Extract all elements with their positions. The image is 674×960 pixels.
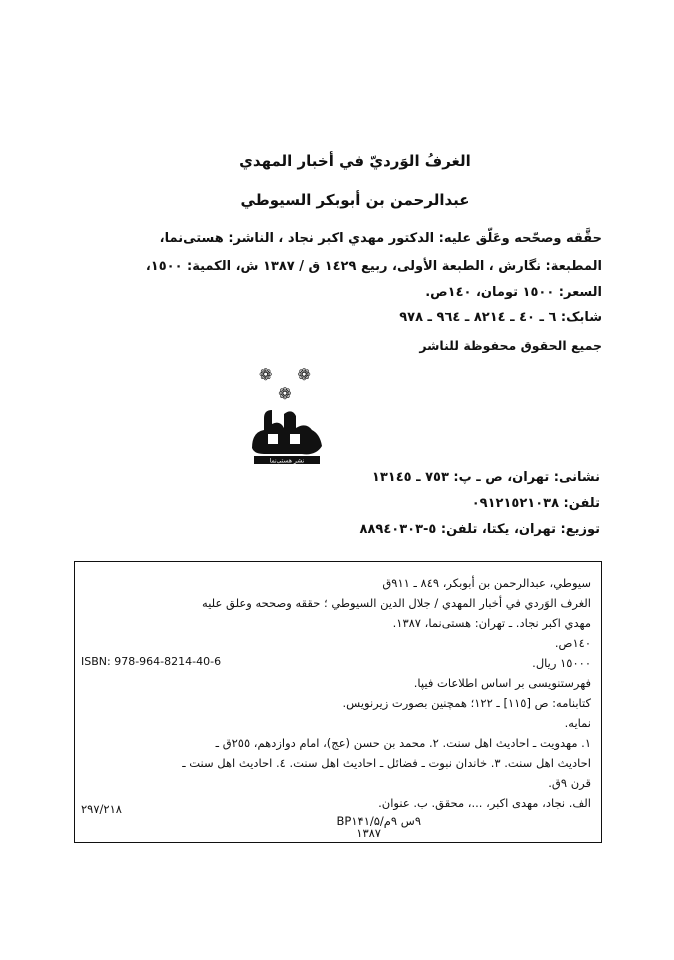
book-author: عبدالرحمن بن أبوبكر السيوطي <box>240 191 470 209</box>
publisher-logo-caption: نشر هستی‌نما <box>269 457 305 465</box>
catalog-title-line: الغرف الوَردي في أخبار المهدي / جلال الدين السيوطي ؛ حققه وصححه وعلق عليه <box>202 596 591 610</box>
catalog-added-entries: الف. نجاد، مهدى اكبر، ...، محقق. ب. عنوان. <box>378 796 591 810</box>
distribution-line: توزیع: تهران، یکتا، تلفن: ٥-٨٨٩٤٠٣٠٣ <box>359 522 600 537</box>
printing-details-line: المطبعة: نگارش ، الطبعة الأولى، ربيع ١٤٢٩ ق / ١٣٨٧ ش، الكمية: ١٥٠٠، <box>145 259 602 274</box>
copyright-notice: جميع الحقوق محفوظة للناشر <box>419 338 602 353</box>
catalog-imprint-line: مهدي اكبر نجاد. ـ تهران: هستى‌نما، ١٣٨٧. <box>392 616 591 630</box>
catalog-subjects-line-2: احاديث اهل سنت. ٣. خاندان نبوت ـ فضائل ـ احاديث اهل سنت. ٤. احاديث اهل سنت ـ <box>182 756 591 770</box>
catalog-subjects-line-1: ١. مهدويت ـ احاديث اهل سنت. ٢. محمد بن حسن (عج)، امام دوازدهم، ٢٥٥ق ـ <box>215 736 591 750</box>
publisher-address: نشانی: تهران، ص ـ پ: ٧٥٣ ـ ١٣١٤٥ <box>371 470 600 485</box>
catalog-pages-line: ١٤٠ص. <box>554 636 591 650</box>
catalog-index-note: نمايه. <box>564 716 591 730</box>
isbn-line: شابک: ٦ ـ ٤٠ ـ ٨٢١٤ ـ ٩٦٤ ـ ٩٧٨ <box>399 310 602 325</box>
publisher-phone: تلفن: ٠٩١٢١٥٢١٠٣٨ <box>471 496 600 511</box>
editor-publisher-line: حقَّقه وصحّحه وعَلّق عليه: الدكتور مهدي اكبر نجاد ، الناشر: هستى‌نما، <box>159 231 602 246</box>
catalog-subjects-line-3: قرن ٩ق. <box>548 776 591 790</box>
catalog-year: ١٣٨٧ <box>356 826 381 840</box>
publisher-logo-icon <box>246 402 328 466</box>
ornament-divider: ❁ ❁ ❁ <box>259 365 321 403</box>
price-line: السعر: ١٥٠٠ تومان، ١٤٠ص. <box>425 285 602 300</box>
catalog-classification: ٩س ٩م/BP۱۴۱/۵ <box>336 814 421 828</box>
cataloging-record-box <box>74 561 602 843</box>
catalog-bibliography-note: كتابنامه: ص [١١٥] ـ ١٢٢؛ همچنين بصورت زيرنويس. <box>342 696 591 710</box>
book-title: الغرفُ الوَرديّ في أخبار المهدي <box>239 152 471 170</box>
catalog-isbn: ISBN: 978-964-8214-40-6 <box>81 655 222 668</box>
catalog-fipa-note: فهرستنويسى بر اساس اطلاعات فيپا. <box>413 676 591 690</box>
catalog-price-line: ١٥٠٠٠ ريال. <box>532 656 591 670</box>
catalog-author-line: سيوطي، عبدالرحمن بن أبوبكر، ٨٤٩ ـ ٩١١ق <box>382 576 591 590</box>
catalog-dewey-code: ٢٩٧/٢١٨ <box>81 802 122 816</box>
